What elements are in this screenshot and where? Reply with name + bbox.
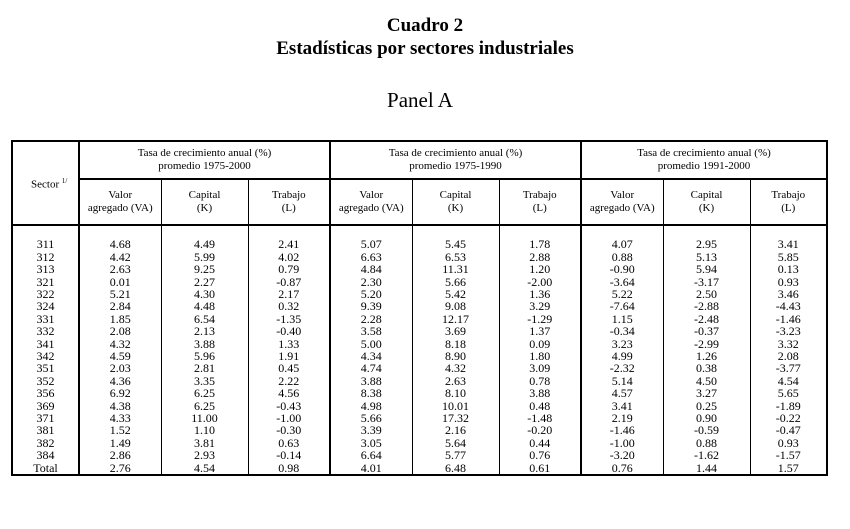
value-cell: 9.25 (161, 263, 248, 275)
value-cell: -2.99 (663, 338, 750, 350)
value-cell: 4.54 (750, 375, 827, 387)
value-cell: 2.93 (161, 449, 248, 461)
value-cell: 3.09 (499, 362, 581, 374)
group-header-line2: promedio 1991-2000 (657, 160, 751, 172)
group-header-line1: Tasa de crecimiento anual (%) (137, 147, 272, 159)
spacer-row (12, 225, 827, 238)
sector-cell: 342 (12, 350, 79, 362)
value-cell: 3.46 (750, 288, 827, 300)
value-cell: 2.63 (79, 263, 161, 275)
column-header-line1: Valor (108, 189, 133, 201)
column-header-capital (161, 179, 248, 225)
value-cell: 5.22 (581, 288, 663, 300)
table-row (12, 449, 827, 461)
value-cell: 5.94 (663, 263, 750, 275)
value-cell: -0.43 (248, 400, 330, 412)
column-header-row (12, 179, 827, 225)
group-header-line2: promedio 1975-2000 (158, 160, 251, 172)
value-cell: 3.29 (499, 300, 581, 312)
group-header-1975-2000 (79, 141, 330, 179)
value-cell: 6.64 (330, 449, 412, 461)
column-header-line1: Trabajo (271, 189, 306, 201)
value-cell: 0.79 (248, 263, 330, 275)
value-cell: 2.22 (248, 375, 330, 387)
value-cell: -0.37 (663, 325, 750, 337)
value-cell: 3.69 (412, 325, 499, 337)
value-cell: -1.35 (248, 313, 330, 325)
group-header-row (12, 141, 827, 179)
sector-header-label: Sector (31, 178, 60, 191)
value-cell: 9.39 (330, 300, 412, 312)
column-header-line1: Trabajo (522, 189, 557, 201)
value-cell: 11.00 (161, 412, 248, 424)
sector-cell: 352 (12, 375, 79, 387)
value-cell: -0.30 (248, 424, 330, 436)
value-cell: 1.80 (499, 350, 581, 362)
value-cell: -3.23 (750, 325, 827, 337)
sector-column-header (12, 141, 79, 225)
value-cell: -7.64 (581, 300, 663, 312)
value-cell: 2.28 (330, 313, 412, 325)
value-cell: 0.25 (663, 400, 750, 412)
value-cell: 3.41 (581, 400, 663, 412)
value-cell: -0.14 (248, 449, 330, 461)
column-header-line2: (L) (281, 202, 296, 214)
value-cell: 5.13 (663, 251, 750, 263)
value-cell: 4.07 (581, 238, 663, 250)
sector-cell: 356 (12, 387, 79, 399)
value-cell: 3.39 (330, 424, 412, 436)
value-cell: 5.00 (330, 338, 412, 350)
column-header-capital (412, 179, 499, 225)
group-header-line2: promedio 1975-1990 (409, 160, 502, 172)
value-cell: 0.13 (750, 263, 827, 275)
value-cell: -2.32 (581, 362, 663, 374)
column-header-trabajo (248, 179, 330, 225)
sector-cell: 384 (12, 449, 79, 461)
value-cell: 0.38 (663, 362, 750, 374)
value-cell: 5.99 (161, 251, 248, 263)
value-cell: 5.07 (330, 238, 412, 250)
table-body (12, 225, 827, 475)
value-cell: 0.76 (581, 462, 663, 475)
value-cell: 1.10 (161, 424, 248, 436)
value-cell: 4.02 (248, 251, 330, 263)
value-cell: 4.50 (663, 375, 750, 387)
value-cell: -3.17 (663, 276, 750, 288)
value-cell: 2.50 (663, 288, 750, 300)
value-cell: 5.14 (581, 375, 663, 387)
value-cell: 0.63 (248, 437, 330, 449)
sector-cell: 324 (12, 300, 79, 312)
value-cell: 1.15 (581, 313, 663, 325)
value-cell: -1.29 (499, 313, 581, 325)
value-cell: 4.01 (330, 462, 412, 475)
value-cell: 4.30 (161, 288, 248, 300)
value-cell: 2.16 (412, 424, 499, 436)
value-cell: 2.88 (499, 251, 581, 263)
value-cell: 3.88 (499, 387, 581, 399)
value-cell: 1.36 (499, 288, 581, 300)
value-cell: 5.96 (161, 350, 248, 362)
value-cell: 0.32 (248, 300, 330, 312)
value-cell: 2.30 (330, 276, 412, 288)
value-cell: 0.44 (499, 437, 581, 449)
group-header-1991-2000 (581, 141, 827, 179)
value-cell: 8.10 (412, 387, 499, 399)
value-cell: 5.21 (79, 288, 161, 300)
column-header-line1: Valor (610, 189, 635, 201)
value-cell: 11.31 (412, 263, 499, 275)
value-cell: 1.37 (499, 325, 581, 337)
value-cell: -1.00 (581, 437, 663, 449)
value-cell: 4.33 (79, 412, 161, 424)
value-cell: 2.13 (161, 325, 248, 337)
value-cell: 4.59 (79, 350, 161, 362)
sector-cell: 322 (12, 288, 79, 300)
column-header-line2: agregado (VA) (87, 202, 153, 214)
value-cell: 4.68 (79, 238, 161, 250)
panel-label: Panel A (387, 88, 453, 112)
value-cell: 3.05 (330, 437, 412, 449)
group-header-1975-1990 (330, 141, 581, 179)
column-header-line1: Valor (359, 189, 384, 201)
value-cell: 5.77 (412, 449, 499, 461)
value-cell: 2.76 (79, 462, 161, 475)
value-cell: 1.57 (750, 462, 827, 475)
value-cell: 4.99 (581, 350, 663, 362)
value-cell: 0.76 (499, 449, 581, 461)
value-cell: 5.20 (330, 288, 412, 300)
value-cell: 1.26 (663, 350, 750, 362)
value-cell: 2.95 (663, 238, 750, 250)
value-cell: -1.00 (248, 412, 330, 424)
column-header-line1: Capital (188, 189, 221, 201)
value-cell: 9.08 (412, 300, 499, 312)
column-header-line1: Capital (690, 189, 723, 201)
value-cell: 3.58 (330, 325, 412, 337)
value-cell: -1.89 (750, 400, 827, 412)
value-cell: 5.66 (412, 276, 499, 288)
table-row (12, 462, 827, 475)
value-cell: 4.74 (330, 362, 412, 374)
value-cell: 3.81 (161, 437, 248, 449)
value-cell: 6.54 (161, 313, 248, 325)
value-cell: 4.57 (581, 387, 663, 399)
column-header-line2: (K) (447, 202, 464, 214)
value-cell: 4.54 (161, 462, 248, 475)
value-cell: 2.08 (79, 325, 161, 337)
value-cell: 5.45 (412, 238, 499, 250)
column-header-line2: (K) (698, 202, 715, 214)
sector-cell: 382 (12, 437, 79, 449)
value-cell: -0.22 (750, 412, 827, 424)
value-cell: -0.47 (750, 424, 827, 436)
value-cell: 3.35 (161, 375, 248, 387)
value-cell: 0.78 (499, 375, 581, 387)
value-cell: 3.88 (330, 375, 412, 387)
value-cell: 4.36 (79, 375, 161, 387)
value-cell: -0.40 (248, 325, 330, 337)
column-header-line2: (L) (532, 202, 547, 214)
value-cell: -2.88 (663, 300, 750, 312)
value-cell: 1.33 (248, 338, 330, 350)
value-cell: -3.20 (581, 449, 663, 461)
value-cell: -4.43 (750, 300, 827, 312)
value-cell: 4.34 (330, 350, 412, 362)
value-cell: -2.00 (499, 276, 581, 288)
value-cell: 1.85 (79, 313, 161, 325)
sector-cell: 332 (12, 325, 79, 337)
table-caption-title: Estadísticas por sectores industriales (276, 38, 574, 59)
value-cell: 3.32 (750, 338, 827, 350)
statistics-table (11, 140, 828, 476)
sector-cell: 312 (12, 251, 79, 263)
value-cell: 1.52 (79, 424, 161, 436)
value-cell: 5.85 (750, 251, 827, 263)
value-cell: 4.49 (161, 238, 248, 250)
value-cell: 2.27 (161, 276, 248, 288)
sector-cell: 351 (12, 362, 79, 374)
value-cell: 2.17 (248, 288, 330, 300)
value-cell: 6.63 (330, 251, 412, 263)
value-cell: 2.86 (79, 449, 161, 461)
sector-cell: Total (12, 462, 79, 475)
value-cell: 2.81 (161, 362, 248, 374)
value-cell: 6.48 (412, 462, 499, 475)
sector-footnote-marker: 1/ (61, 176, 68, 185)
column-header-capital (663, 179, 750, 225)
value-cell: 3.41 (750, 238, 827, 250)
column-header-va (79, 179, 161, 225)
sector-cell: 381 (12, 424, 79, 436)
value-cell: 6.25 (161, 387, 248, 399)
sector-cell: 313 (12, 263, 79, 275)
value-cell: 8.18 (412, 338, 499, 350)
column-header-line1: Capital (439, 189, 472, 201)
value-cell: 0.45 (248, 362, 330, 374)
value-cell: 6.92 (79, 387, 161, 399)
value-cell: -1.57 (750, 449, 827, 461)
value-cell: 2.41 (248, 238, 330, 250)
value-cell: -0.87 (248, 276, 330, 288)
table-row (12, 263, 827, 275)
value-cell: 2.63 (412, 375, 499, 387)
column-header-line2: agregado (VA) (338, 202, 404, 214)
value-cell: 0.93 (750, 437, 827, 449)
value-cell: 6.25 (161, 400, 248, 412)
value-cell: 4.42 (79, 251, 161, 263)
value-cell: 5.64 (412, 437, 499, 449)
value-cell: -3.64 (581, 276, 663, 288)
sector-cell: 371 (12, 412, 79, 424)
value-cell: 12.17 (412, 313, 499, 325)
value-cell: 1.44 (663, 462, 750, 475)
value-cell: 0.48 (499, 400, 581, 412)
table-row (12, 387, 827, 399)
value-cell: 17.32 (412, 412, 499, 424)
sector-cell: 369 (12, 400, 79, 412)
value-cell: -1.48 (499, 412, 581, 424)
value-cell: 2.08 (750, 350, 827, 362)
value-cell: -2.48 (663, 313, 750, 325)
value-cell: 0.98 (248, 462, 330, 475)
column-header-line1: Trabajo (771, 189, 806, 201)
value-cell: 4.32 (412, 362, 499, 374)
value-cell: -0.59 (663, 424, 750, 436)
value-cell: 5.42 (412, 288, 499, 300)
value-cell: 0.61 (499, 462, 581, 475)
value-cell: -1.62 (663, 449, 750, 461)
sector-cell: 311 (12, 238, 79, 250)
column-header-line2: agregado (VA) (589, 202, 655, 214)
value-cell: 10.01 (412, 400, 499, 412)
value-cell: 2.03 (79, 362, 161, 374)
value-cell: 4.56 (248, 387, 330, 399)
value-cell: 2.19 (581, 412, 663, 424)
sector-cell: 341 (12, 338, 79, 350)
value-cell: 3.23 (581, 338, 663, 350)
value-cell: 4.32 (79, 338, 161, 350)
value-cell: 8.90 (412, 350, 499, 362)
value-cell: 4.98 (330, 400, 412, 412)
value-cell: 4.84 (330, 263, 412, 275)
value-cell: -0.20 (499, 424, 581, 436)
sector-cell: 331 (12, 313, 79, 325)
column-header-va (330, 179, 412, 225)
group-header-line1: Tasa de crecimiento anual (%) (388, 147, 523, 159)
table-row (12, 325, 827, 337)
value-cell: 1.78 (499, 238, 581, 250)
column-header-line2: (K) (196, 202, 213, 214)
value-cell: 4.38 (79, 400, 161, 412)
group-header-line1: Tasa de crecimiento anual (%) (637, 147, 771, 159)
table-row (12, 362, 827, 374)
value-cell: 0.88 (663, 437, 750, 449)
column-header-va (581, 179, 663, 225)
value-cell: 5.65 (750, 387, 827, 399)
sector-cell: 321 (12, 276, 79, 288)
value-cell: 0.01 (79, 276, 161, 288)
value-cell: 1.20 (499, 263, 581, 275)
column-header-line2: (L) (781, 202, 796, 214)
value-cell: -1.46 (581, 424, 663, 436)
table-row (12, 300, 827, 312)
value-cell: 4.48 (161, 300, 248, 312)
value-cell: 5.66 (330, 412, 412, 424)
value-cell: 3.88 (161, 338, 248, 350)
value-cell: 1.91 (248, 350, 330, 362)
value-cell: 6.53 (412, 251, 499, 263)
table-caption-number: Cuadro 2 (386, 15, 464, 36)
value-cell: 0.93 (750, 276, 827, 288)
table-row (12, 238, 827, 250)
value-cell: 3.27 (663, 387, 750, 399)
value-cell: 8.38 (330, 387, 412, 399)
value-cell: 1.49 (79, 437, 161, 449)
value-cell: -0.90 (581, 263, 663, 275)
column-header-trabajo (499, 179, 581, 225)
value-cell: -0.34 (581, 325, 663, 337)
value-cell: -3.77 (750, 362, 827, 374)
value-cell: 2.84 (79, 300, 161, 312)
value-cell: 0.09 (499, 338, 581, 350)
value-cell: 0.90 (663, 412, 750, 424)
value-cell: 0.88 (581, 251, 663, 263)
column-header-trabajo (750, 179, 827, 225)
value-cell: -1.46 (750, 313, 827, 325)
